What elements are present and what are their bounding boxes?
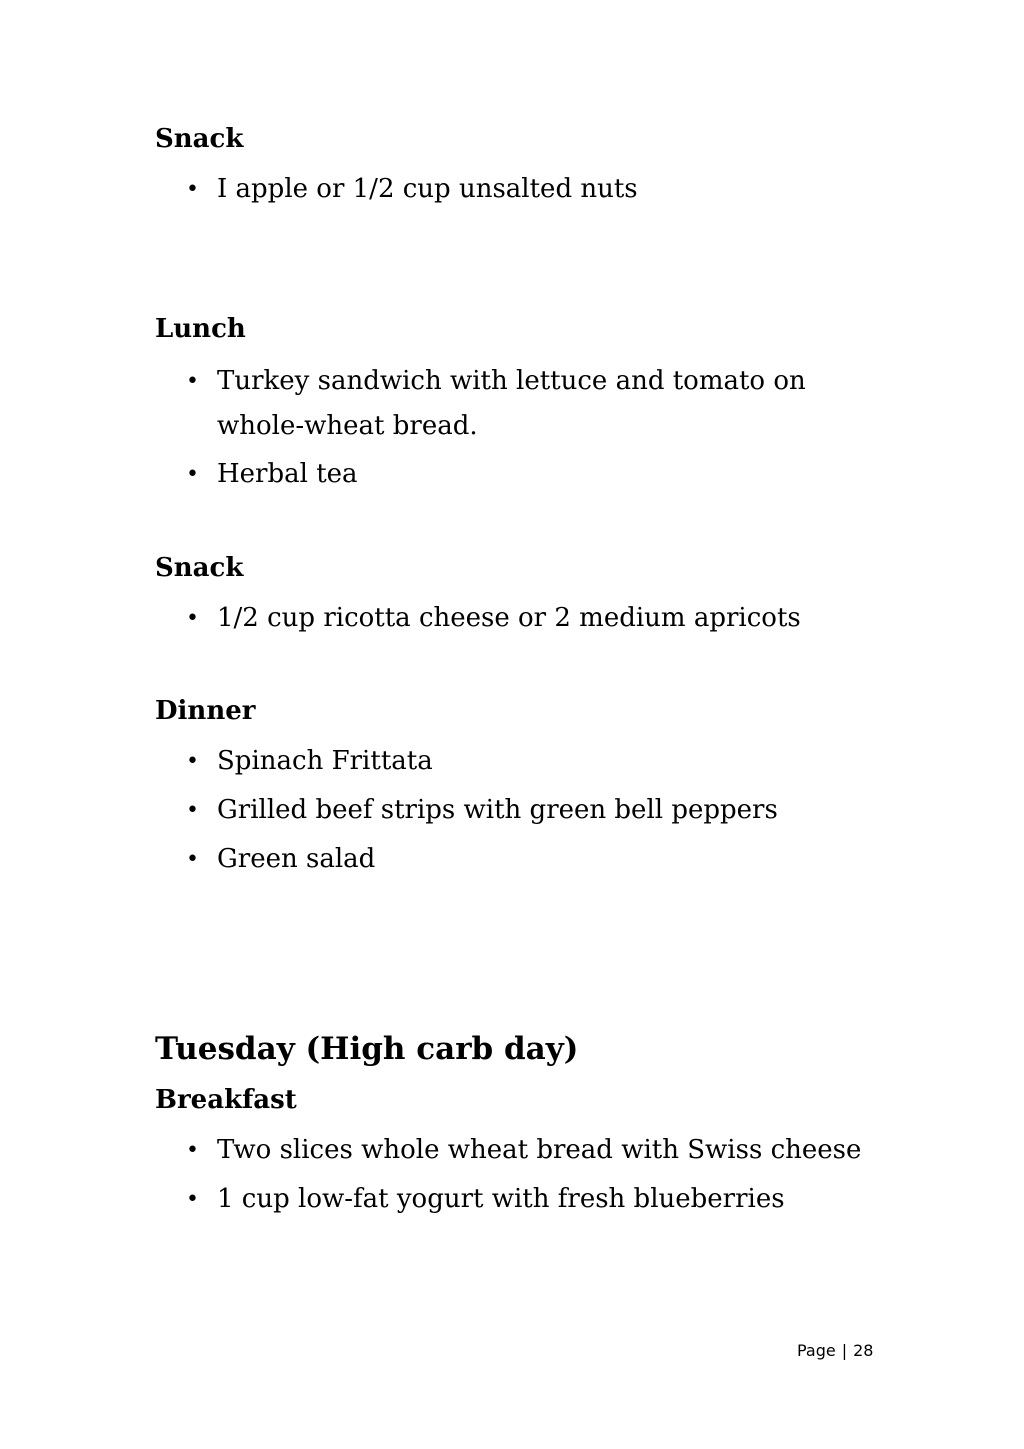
list-item [186,739,866,784]
bullet-icon: • [186,177,199,202]
list-item-text: Two slices whole wheat bread with Swiss cheese [217,1135,862,1165]
list-item [186,837,866,882]
list-item-text: Green salad [217,844,376,874]
page-separator: | [841,1341,848,1360]
bullet-icon: • [186,1138,199,1163]
section-heading-dinner: Dinner [155,696,256,726]
list-item [186,788,866,833]
bullet-icon: • [186,798,199,823]
section-heading-snack: Snack [155,553,244,583]
section-heading-snack: Snack [155,124,244,154]
day-title: Tuesday (High carb day) [155,1031,579,1067]
list-item [186,167,866,212]
list-item [186,596,866,641]
list-item-text: I apple or 1/2 cup unsalted nuts [217,174,638,204]
list-item-text: 1 cup low-fat yogurt with fresh blueberries [217,1184,785,1214]
bullet-icon: • [186,847,199,872]
bullet-icon: • [186,462,199,487]
list-item [186,1128,866,1173]
section-heading-breakfast: Breakfast [155,1085,297,1115]
bullet-icon: • [186,1187,199,1212]
bullet-icon: • [186,369,199,394]
list-item-text: Herbal tea [217,459,358,489]
page-number: 28 [853,1341,874,1360]
page-footer [797,1340,873,1362]
list-item-text: Turkey sandwich with lettuce and tomato on whole-wheat bread. [217,366,806,441]
section-heading-lunch: Lunch [155,314,246,344]
bullet-icon: • [186,606,199,631]
list-item [186,1177,866,1222]
list-item-text: 1/2 cup ricotta cheese or 2 medium apricots [217,603,801,633]
bullet-icon: • [186,749,199,774]
list-item [186,452,866,497]
list-item [186,359,856,449]
list-item-text: Grilled beef strips with green bell peppers [217,795,778,825]
list-item-text: Spinach Frittata [217,746,433,776]
page-label: Page [797,1341,836,1360]
